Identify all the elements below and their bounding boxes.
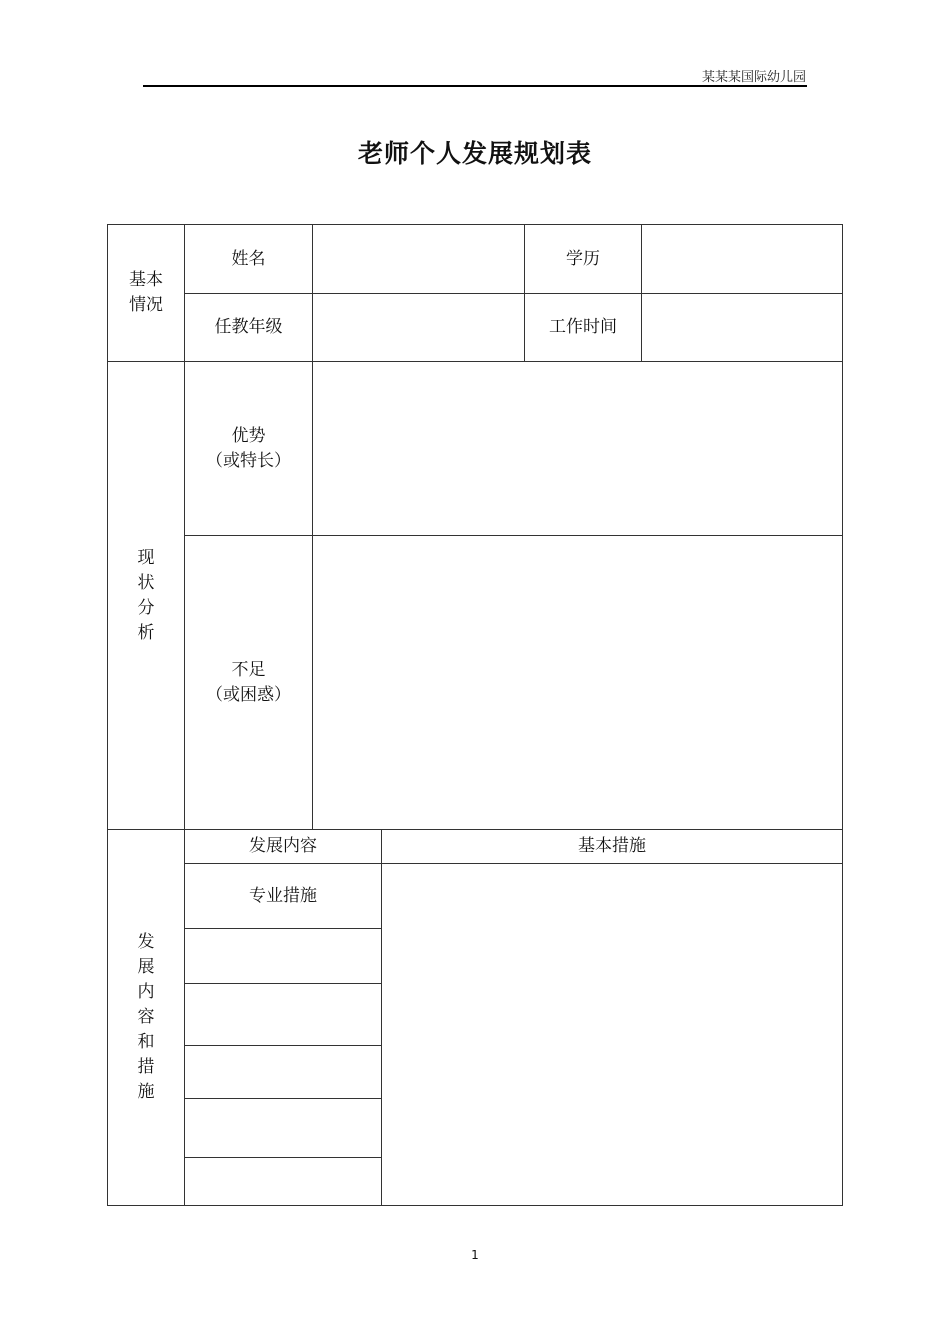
strengths-field[interactable] — [313, 362, 842, 535]
development-item-6[interactable] — [185, 1158, 381, 1205]
page-header-org: 某某某国际幼儿园 — [701, 70, 806, 85]
table-border-bottom — [107, 1205, 843, 1206]
weaknesses-field[interactable] — [313, 536, 842, 829]
name-label: 姓名 — [231, 248, 266, 269]
weaknesses-label: 不足 （或困惑） — [206, 659, 291, 705]
work-time-label: 工作时间 — [549, 317, 617, 337]
work-time-field[interactable] — [642, 294, 842, 361]
development-item-1[interactable]: 专业措施 — [249, 885, 317, 906]
basic-measures-field[interactable] — [382, 864, 842, 1205]
page-number: 1 — [471, 1248, 479, 1262]
development-content-header: 发展内容 — [249, 836, 317, 856]
teaching-grade-label: 任教年级 — [214, 317, 283, 337]
education-label: 学历 — [566, 248, 600, 269]
table-border-right — [842, 224, 843, 1206]
education-field[interactable] — [642, 225, 842, 293]
development-section-label: 发 展 内 容 和 措 施 — [137, 932, 155, 1102]
status-analysis-section-label: 现 状 分 析 — [137, 547, 155, 643]
development-item-2[interactable] — [185, 929, 381, 983]
development-item-3[interactable] — [185, 984, 381, 1045]
development-item-5[interactable] — [185, 1099, 381, 1157]
basic-measures-header: 基本措施 — [578, 836, 646, 856]
page-title: 老师个人发展规划表 — [357, 139, 592, 168]
teaching-grade-field[interactable] — [313, 294, 524, 361]
strengths-label: 优势 （或特长） — [206, 425, 291, 471]
development-item-4[interactable] — [185, 1046, 381, 1098]
basic-info-section-label: 基本 情况 — [129, 270, 163, 315]
name-field[interactable] — [313, 225, 524, 293]
